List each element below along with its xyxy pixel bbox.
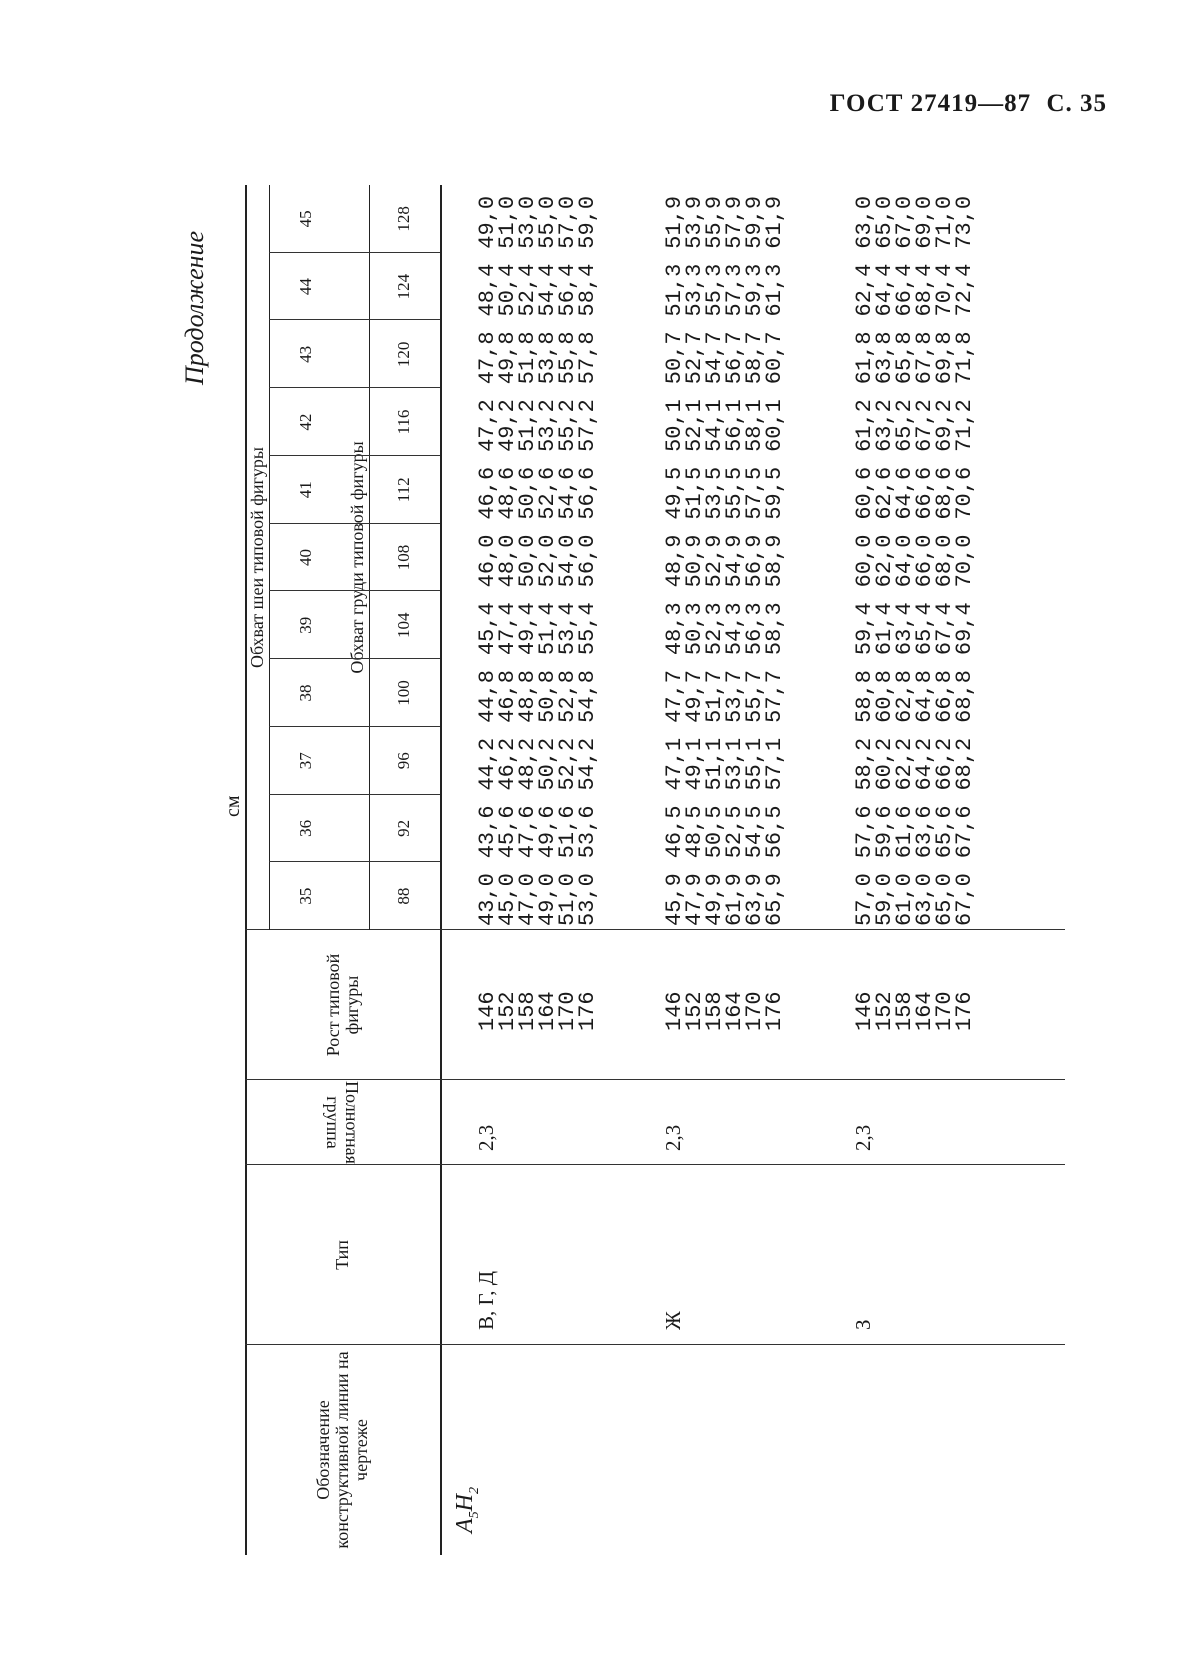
value-column: 46,6 48,6 50,6 52,6 54,6 56,6: [475, 466, 600, 520]
value-column: 49,0 51,0 53,0 55,0 57,0 59,0: [475, 195, 600, 249]
chest-size: 96: [394, 752, 414, 770]
value-column: 48,9 50,9 52,9 54,9 56,9 58,9: [662, 534, 787, 588]
page-header: [830, 90, 1107, 118]
value-column: 57,0 59,0 61,0 63,0 65,0 67,0: [852, 873, 977, 926]
value-column: 58,2 60,2 62,2 64,2 66,2 68,2: [852, 737, 977, 791]
fullness-header: Полнотная группа: [323, 1081, 363, 1164]
value-column: 44,8 46,8 48,8 50,8 52,8 54,8: [475, 670, 600, 723]
neck-size: 41: [296, 481, 316, 499]
value-column: 43,6 45,6 47,6 49,6 51,6 53,6: [475, 805, 600, 859]
value-column: 47,2 49,2 51,2 53,2 55,2 57,2: [475, 399, 600, 452]
neck-size: 36: [296, 819, 316, 837]
unit-caption: см: [222, 795, 244, 817]
value-column: 48,4 50,4 52,4 54,4 56,4 58,4: [475, 263, 600, 317]
value-column: 62,4 64,4 66,4 68,4 70,4 72,4: [852, 263, 977, 317]
neck-size: 45: [296, 210, 316, 228]
height-values: 146 152 158 164 170 176: [662, 991, 787, 1031]
chest-size: 108: [394, 544, 414, 571]
chest-size: 104: [394, 612, 414, 638]
standard-number: ГОСТ 27419—87: [829, 90, 1032, 117]
value-column: 58,8 60,8 62,8 64,8 66,8 68,8: [852, 670, 977, 723]
neck-size: 37: [296, 752, 316, 770]
value-column: 61,2 63,2 65,2 67,2 69,2 71,2: [852, 399, 977, 452]
value-column: 60,6 62,6 64,6 66,6 68,6 70,6: [852, 466, 977, 520]
value-column: 47,7 49,7 51,7 53,7 55,7 57,7: [662, 670, 787, 723]
value-column: 48,3 50,3 52,3 54,3 56,3 58,3: [662, 602, 787, 656]
chest-size: 120: [394, 341, 414, 368]
chest-size: 124: [394, 273, 414, 300]
value-column: 51,9 53,9 55,9 57,9 59,9 61,9: [662, 195, 787, 249]
neck-size: 40: [296, 549, 316, 567]
value-column: 45,4 47,4 49,4 51,4 53,4 55,4: [475, 602, 600, 656]
value-column: 60,0 62,0 64,0 66,0 68,0 70,0: [852, 534, 977, 588]
header-bottom-rule: [440, 185, 442, 1555]
neck-size: 38: [296, 684, 316, 702]
chest-size: 128: [394, 206, 414, 232]
value-column: 47,8 49,8 51,8 53,8 55,8 57,8: [475, 331, 600, 385]
value-column: 59,4 61,4 63,4 65,4 67,4 69,4: [852, 602, 977, 656]
value-column: 49,5 51,5 53,5 55,5 57,5 59,5: [662, 466, 787, 520]
designation-header: Обозначение конструктивной линии на чертеже: [313, 1351, 371, 1549]
rotated-table: [160, 185, 1065, 1555]
designation-cell: $A_5H_2$: [452, 1486, 482, 1533]
figure-type: З: [851, 1319, 875, 1330]
chest-size: 92: [394, 819, 414, 837]
neck-size: 39: [296, 616, 316, 634]
chest-size: 100: [394, 680, 414, 706]
value-column: 43,0 45,0 47,0 49,0 51,0 53,0: [475, 873, 600, 926]
chest-header: Обхват груди типовой фигуры: [346, 441, 367, 674]
chest-size: 88: [394, 887, 414, 905]
value-column: 45,9 47,9 49,9 61,9 63,9 65,9: [662, 873, 787, 926]
continued-caption: Продолжение: [180, 230, 209, 385]
page-number: С. 35: [1046, 90, 1107, 117]
chest-size: 116: [394, 409, 414, 435]
fullness-group: 2,3: [851, 1124, 875, 1151]
value-column: 61,8 63,8 65,8 67,8 69,8 71,8: [852, 331, 977, 385]
height-values: 146 152 158 164 170 176: [475, 991, 600, 1031]
fullness-group: 2,3: [474, 1124, 498, 1151]
chest-size: 112: [394, 477, 414, 503]
value-column: 51,3 53,3 55,3 57,3 59,3 61,3: [662, 263, 787, 317]
fullness-group: 2,3: [661, 1124, 685, 1151]
value-column: 44,2 46,2 48,2 50,2 52,2 54,2: [475, 737, 600, 791]
neck-size: 44: [296, 278, 316, 296]
value-column: 50,1 52,1 54,1 56,1 58,1 60,1: [662, 399, 787, 452]
value-column: 46,0 48,0 50,0 52,0 54,0 56,0: [475, 534, 600, 588]
neck-size: 42: [296, 413, 316, 431]
neck-size: 43: [296, 345, 316, 363]
type-header: Тип: [332, 1240, 353, 1270]
figure-type: Ж: [661, 1311, 685, 1330]
value-column: 57,6 59,6 61,6 63,6 65,6 67,6: [852, 805, 977, 859]
neck-header: Обхват шеи типовой фигуры: [246, 446, 267, 669]
height-header: Рост типовой фигуры: [322, 953, 362, 1057]
value-column: 63,0 65,0 67,0 69,0 71,0 73,0: [852, 195, 977, 249]
value-column: 47,1 49,1 51,1 53,1 55,1 57,1: [662, 737, 787, 791]
height-values: 146 152 158 164 170 176: [852, 991, 977, 1031]
value-column: 46,5 48,5 50,5 52,5 54,5 56,5: [662, 805, 787, 859]
neck-size: 35: [296, 887, 316, 905]
figure-type: В, Г, Д: [474, 1270, 498, 1330]
value-column: 50,7 52,7 54,7 56,7 58,7 60,7: [662, 331, 787, 385]
